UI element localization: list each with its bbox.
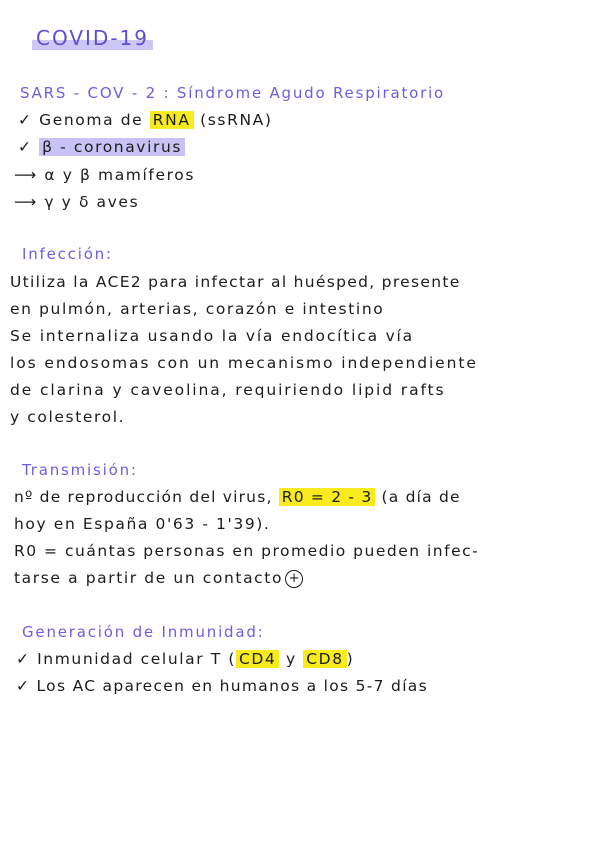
inmunidad-prefix: ✓ Inmunidad celular T (	[16, 650, 236, 668]
inmunidad-mid: y	[279, 650, 304, 668]
transmision-line-1	[14, 488, 461, 506]
contacto-text: tarse a partir de un contacto	[14, 569, 284, 587]
infeccion-line-2: en pulmón, arterias, corazón e intestino	[10, 300, 385, 318]
alpha-beta-line: ⟶ α y β mamíferos	[14, 166, 195, 184]
inmunidad-heading: Generación de Inmunidad:	[22, 623, 265, 641]
plus-circle-icon: +	[285, 570, 303, 588]
transmision-line-3: R0 = cuántas personas en promedio pueden infec-	[14, 542, 480, 560]
beta-coronavirus-highlight: β - coronavirus	[39, 138, 185, 156]
transmision-line-4	[14, 569, 303, 588]
rna-highlight: RNA	[150, 111, 194, 129]
r0-suffix: (a día de	[375, 488, 461, 506]
genome-prefix: ✓ Genoma de	[18, 111, 150, 129]
infeccion-line-5: de clarina y caveolina, requiriendo lipid rafts	[10, 381, 446, 399]
genome-line	[18, 111, 273, 129]
infeccion-line-3: Se internaliza usando la vía endocítica vía	[10, 327, 414, 345]
transmision-line-2: hoy en España 0'63 - 1'39).	[14, 515, 271, 533]
infeccion-line-4: los endosomas con un mecanismo independiente	[10, 354, 478, 372]
inmunidad-line-1	[16, 650, 354, 668]
cd8-highlight: CD8	[303, 650, 346, 668]
gamma-delta-line: ⟶ γ y δ aves	[14, 193, 140, 211]
infeccion-line-6: y colesterol.	[10, 408, 126, 426]
cd4-highlight: CD4	[236, 650, 279, 668]
genome-suffix: (ssRNA)	[193, 111, 273, 129]
beta-line	[18, 138, 185, 156]
sars-heading: SARS - COV - 2 : Síndrome Agudo Respiratorio	[20, 84, 446, 102]
inmunidad-suffix: )	[346, 650, 355, 668]
r0-highlight: R0 = 2 - 3	[279, 488, 376, 506]
beta-prefix: ✓	[18, 138, 40, 156]
transmision-heading: Transmisión:	[22, 461, 138, 479]
inmunidad-line-2: ✓ Los AC aparecen en humanos a los 5-7 días	[16, 677, 428, 695]
infeccion-line-1: Utiliza la ACE2 para infectar al huésped, presente	[10, 273, 461, 291]
page-title: COVID-19	[32, 26, 153, 50]
infeccion-heading: Infección:	[22, 245, 113, 263]
r0-prefix: nº de reproducción del virus,	[14, 488, 279, 506]
